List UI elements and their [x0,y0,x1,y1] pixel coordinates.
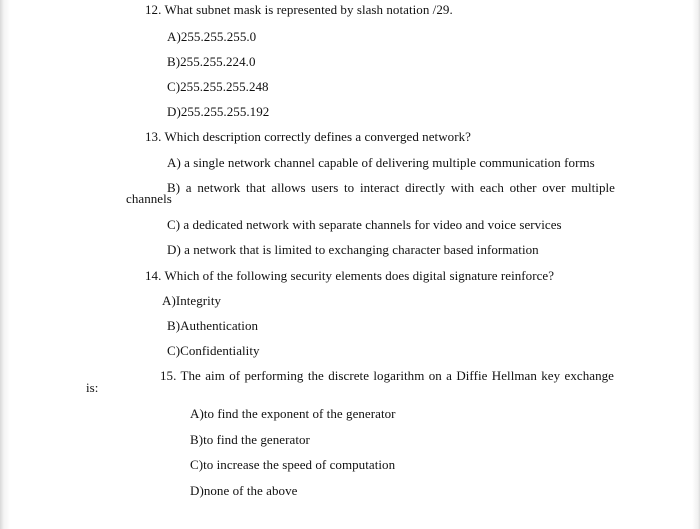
q15-option-d: D)none of the above [190,483,298,498]
q13-option-b-line1: B) a network that allows users to interact directly with each other over multiple [167,180,615,195]
q14-option-c: C)Confidentiality [167,343,260,358]
question-12: 12. What subnet mask is represented by slash notation /29. [145,2,453,17]
q12-option-a: A)255.255.255.0 [167,29,257,44]
q14-option-a: A)Integrity [162,293,222,308]
q13-option-b-line2: channels [126,191,172,206]
q12-option-d: D)255.255.255.192 [167,104,270,119]
q14-option-b: B)Authentication [167,318,259,333]
q13-option-d: D) a network that is limited to exchanging character based information [167,242,539,257]
q15-option-a: A)to find the exponent of the generator [190,406,396,421]
q15-option-b: B)to find the generator [190,432,310,447]
q12-option-c: C)255.255.255.248 [167,79,269,94]
q15-option-c: C)to increase the speed of computation [190,457,396,472]
q13-option-a: A) a single network channel capable of delivering multiple communication forms [167,155,595,170]
q12-option-b: B)255.255.224.0 [167,54,256,69]
question-15: 15. The aim of performing the discrete logarithm on a Diffie Hellman key exchange [160,368,614,383]
question-14: 14. Which of the following security elements does digital signature reinforce? [145,268,555,283]
q13-option-c: C) a dedicated network with separate channels for video and voice services [167,217,562,232]
question-15-tail: is: [86,380,99,395]
question-13: 13. Which description correctly defines a converged network? [145,129,471,144]
